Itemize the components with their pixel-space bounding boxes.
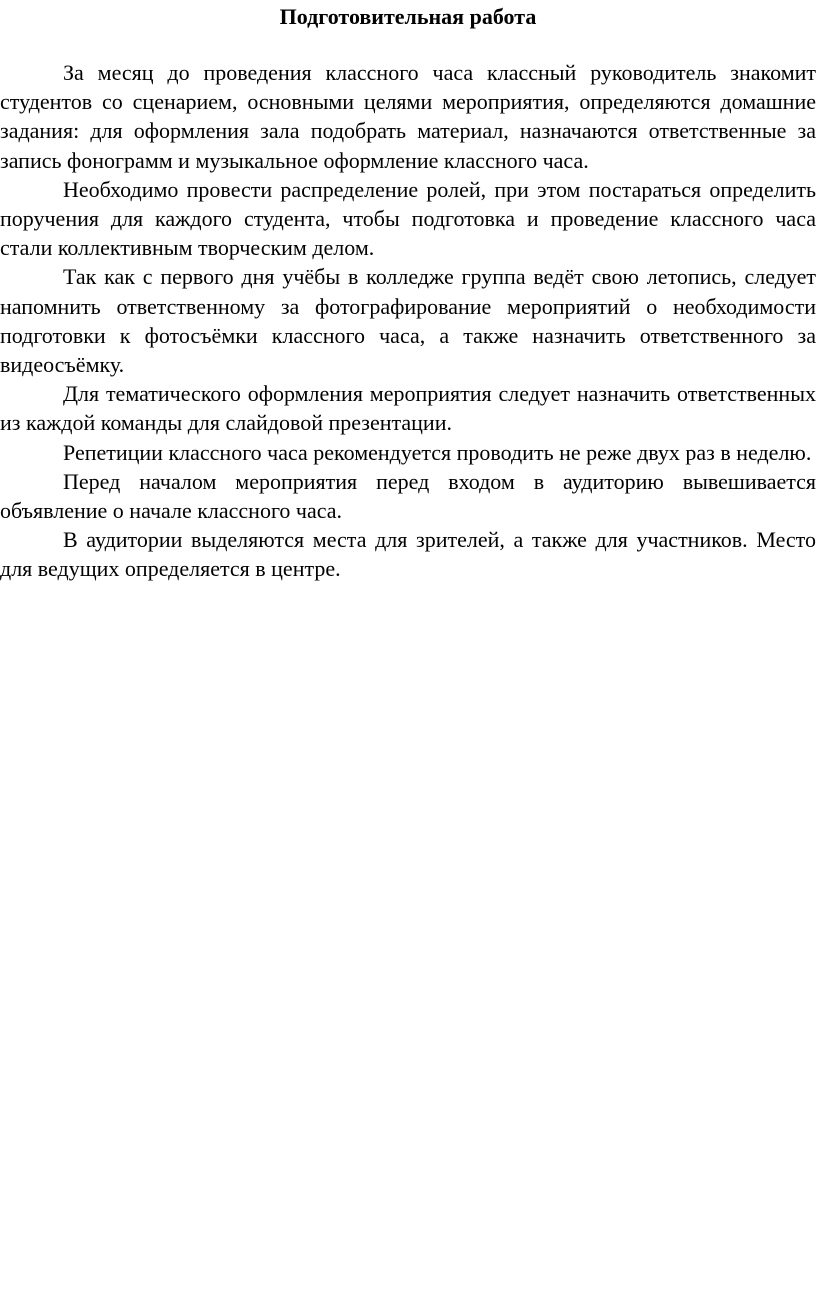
paragraph: Так как с первого дня учёбы в колледже группа ведёт свою летопись, следует напомнить ответственному за фотографирование мероприятий о необходимости подготовки к фотосъёмки классного часа, а также назначить ответственного за видеосъёмку. bbox=[0, 264, 816, 378]
paragraph: В аудитории выделяются места для зрителей, а также для участников. Место для ведущих определяется в центре. bbox=[0, 527, 816, 582]
paragraph: Для тематического оформления мероприятия следует назначить ответственных из каждой команды для слайдовой презентации. bbox=[0, 381, 816, 436]
paragraph: За месяц до проведения классного часа классный руководитель знакомит студентов со сценарием, основными целями мероприятия, определяются домашние задания: для оформления зала подобрать материал, назначаются ответственные за запись фонограмм и музыкальное оформление классного часа. bbox=[0, 60, 816, 173]
paragraph: Репетиции классного часа рекомендуется проводить не реже двух раз в неделю. bbox=[63, 439, 812, 465]
paragraph: Перед началом мероприятия перед входом в аудиторию вывешивается объявление о начале классного часа. bbox=[0, 468, 816, 524]
document-title: Подготовительная работа bbox=[279, 4, 537, 29]
document-body bbox=[0, 58, 816, 584]
paragraph: Необходимо провести распределение ролей, при этом постараться определить поручения для каждого студента, чтобы подготовка и проведение классного часа стали коллективным творческим делом. bbox=[0, 176, 816, 261]
